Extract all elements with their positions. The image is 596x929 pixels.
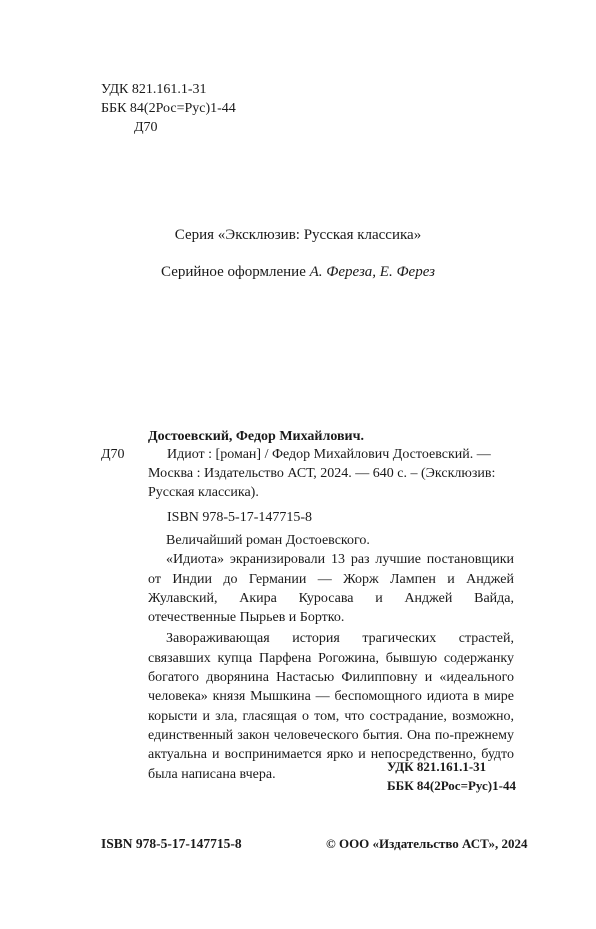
description-line-2: Москва : Издательство АСТ, 2024. — 640 с. – (Эксклюзив: — [148, 466, 496, 481]
isbn-footer: ISBN 978-5-17-147715-8 — [101, 836, 242, 851]
description-line-1: Идиот : [роман] / Федор Михайлович Достоевский. — — [167, 447, 491, 462]
annotation-paragraph-3: Завораживающая история трагических страстей, связавших купца Парфена Рогожина, бывшую содержанку богатого дворянина Настасью Филипповну и «идеального человека» князя Мышкина — беспомощного идиота в мире корысти и зла, гласящая о том, что сострадание, возможно, единственный закон человеческого бытия. Она по-прежнему актуальна и воспринимается ярко и непосредственно, будто была написана вчера. — [148, 631, 514, 782]
bbk-code-bottom: ББК 84(2Рос=Рус)1-44 — [387, 778, 516, 793]
series-line: Серия «Эксклюзив: Русская классика» — [174, 227, 422, 243]
author-mark: Д70 — [101, 447, 125, 462]
udk-code-bottom: УДК 821.161.1-31 — [387, 759, 487, 774]
udk-code-top: УДК 821.161.1-31 — [101, 82, 207, 97]
isbn-catalog: ISBN 978-5-17-147715-8 — [167, 510, 313, 525]
annotation-paragraph-2: «Идиота» экранизировали 13 раз лучшие постановщики от Индии до Германии — Жорж Лампен и Анджей Жулавский, Акира Куросава и Анджей Вайда, отечественные Пырьев и Бортко. — [148, 552, 514, 626]
series-design — [0, 262, 596, 282]
copyright-notice: © ООО «Издательство АСТ», 2024 — [326, 836, 528, 851]
series-design-prefix: Серийное оформление — [161, 264, 310, 280]
annotation — [148, 531, 514, 784]
bbk-code-top: ББК 84(2Рос=Рус)1-44 — [101, 101, 236, 116]
series-designers: А. Фереза, Е. Ферез — [309, 264, 435, 280]
annotation-paragraph-1: Величайший роман Достоевского. — [166, 533, 370, 548]
author-mark-top: Д70 — [134, 120, 158, 135]
description-line-3: Русская классика). — [148, 485, 259, 500]
author-heading: Достоевский, Федор Михайлович. — [148, 429, 365, 444]
